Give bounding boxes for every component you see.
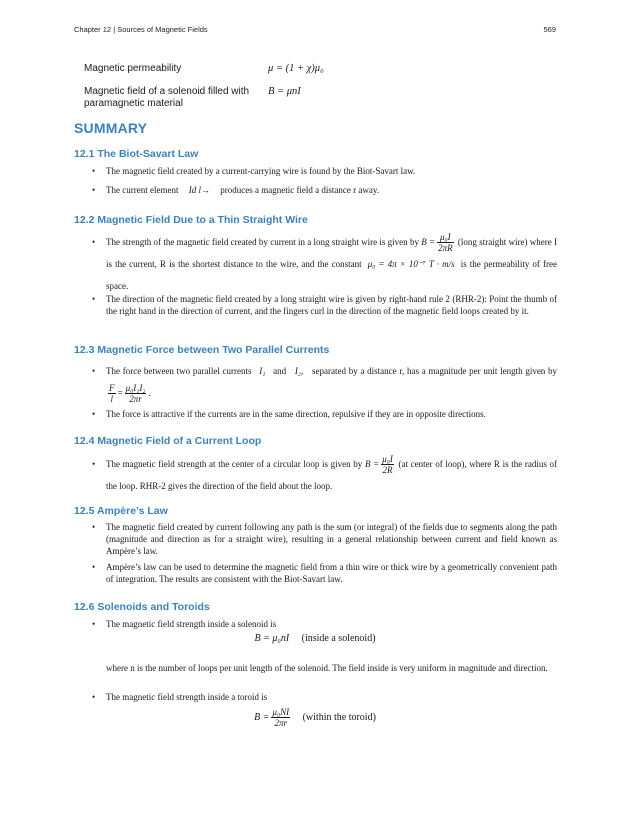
bullet-icon: •	[92, 185, 96, 195]
section-heading-12-3: 12.3 Magnetic Force between Two Parallel Currents	[74, 344, 330, 356]
bullet-icon: •	[92, 237, 96, 247]
bullet-text: The magnetic field strength at the center of a circular loop is given by B = $\frac{\text{μ₀I}}{2R}$ (at center of loop), where R is the radius of the loop. RHR-2 gives the direction of the field about the loop.	[106, 454, 558, 492]
list-item	[92, 408, 557, 420]
paragraph	[92, 662, 557, 674]
equation-toroid: B = $\frac{\text{μ₀NI}}{2\pi r}$ (within the toroid)	[254, 707, 376, 728]
bullet-text: Ampère’s law can be used to determine the magnetic field from a thin wire or thick wire by a geometrically convenient path of integration. The results are consistent with the Biot-Savart law.	[106, 562, 557, 584]
fraction: $\frac{\text{μ₀I₁I₂}}{2\pi r}$	[125, 383, 146, 405]
bullet-text: The magnetic field created by current following any path is the sum (or integral) of the fields due to segments along the path (magnitude and direction as for a straight wire), resulting in a general relationship between current and field known as Ampère’s law.	[106, 522, 557, 556]
bullet-text: The magnetic field created by a current-carrying wire is found by the Biot-Savart law.	[106, 166, 416, 176]
list-item	[92, 184, 557, 196]
section-heading-12-2: 12.2 Magnetic Field Due to a Thin Straight Wire	[74, 214, 308, 226]
bullet-icon: •	[92, 619, 96, 629]
bullet-icon: •	[92, 166, 96, 176]
equation-solenoid: B = μ₀nI (inside a solenoid)	[254, 633, 376, 644]
bullet-text: The magnetic field strength inside a toroid is	[106, 692, 268, 702]
bullet-icon: •	[92, 562, 96, 572]
fraction: $\frac{\text{μ₀NI}}{2\pi r}$	[272, 707, 290, 728]
section-heading-12-6: 12.6 Solenoids and Toroids	[74, 601, 210, 613]
bullet-text: The current element Id l→ produces a magnetic field a distance r away.	[106, 185, 380, 195]
table-equation: μ = (1 + χ)μ₀	[268, 63, 324, 74]
bullet-text: The force is attractive if the currents are in the same direction, repulsive if they are in opposite directions.	[106, 409, 486, 419]
bullet-icon: •	[92, 692, 96, 702]
bullet-icon: •	[92, 522, 96, 532]
list-item	[92, 691, 557, 703]
page-number: 569	[543, 25, 556, 34]
fraction: $\frac{F}{l}$	[109, 383, 115, 405]
bullet-text: The magnetic field strength inside a solenoid is	[106, 619, 277, 629]
fraction: $\frac{\text{μ₀I}}{2R}$	[382, 454, 393, 476]
bullet-icon: •	[92, 459, 96, 469]
summary-heading: SUMMARY	[74, 120, 148, 136]
bullet-text: The strength of the magnetic field created by current in a long straight wire is given by B = $\frac{\text{μ₀I}}{2\pi R}$ (long straight wire) where I is the current, R is the shortest distance to the wire, and the constant μ₀ = 4π × 10⁻⁷ T · m/s is the permeability of free space.	[106, 232, 558, 292]
section-heading-12-4: 12.4 Magnetic Field of a Current Loop	[74, 435, 262, 447]
bullet-icon: •	[92, 366, 96, 376]
list-item	[92, 231, 557, 297]
table-label: Magnetic permeability	[84, 63, 182, 74]
list-item	[92, 293, 557, 317]
bullet-icon: •	[92, 409, 96, 419]
list-item	[92, 453, 557, 497]
bullet-text: The direction of the magnetic field created by a long straight wire is given by right-hand rule 2 (RHR-2): Point the thumb of the right hand in the direction of current, and the fingers curl in the direction of the magnetic field loops created by it.	[106, 294, 557, 316]
table-label: Magnetic field of a solenoid filled with paramagnetic material	[84, 86, 250, 109]
list-item	[92, 521, 557, 557]
list-item	[92, 618, 557, 630]
list-item	[92, 561, 557, 585]
section-heading-12-5: 12.5 Ampère’s Law	[74, 505, 168, 517]
running-header-chapter: Chapter 12 | Sources of Magnetic Fields	[74, 25, 208, 34]
section-heading-12-1: 12.1 The Biot-Savart Law	[74, 148, 199, 160]
fraction: $\frac{\text{μ₀I}}{2\pi R}$	[438, 232, 453, 254]
bullet-icon: •	[92, 294, 96, 304]
current-element-symbol: Id l→	[188, 185, 210, 195]
bullet-text: where n is the number of loops per unit length of the solenoid. The field inside is very uniform in magnitude and direction.	[106, 663, 548, 673]
list-item	[92, 165, 557, 177]
table-equation: B = μnI	[268, 86, 301, 97]
list-item	[92, 360, 557, 404]
bullet-text: The force between two parallel currents I₁ and I₂, separated by a distance r, has a magnitude per unit length given by $\frac{F}{l}$ = $\frac{\text{μ₀I₁I₂}}{2\pi r}$ .	[106, 366, 558, 405]
